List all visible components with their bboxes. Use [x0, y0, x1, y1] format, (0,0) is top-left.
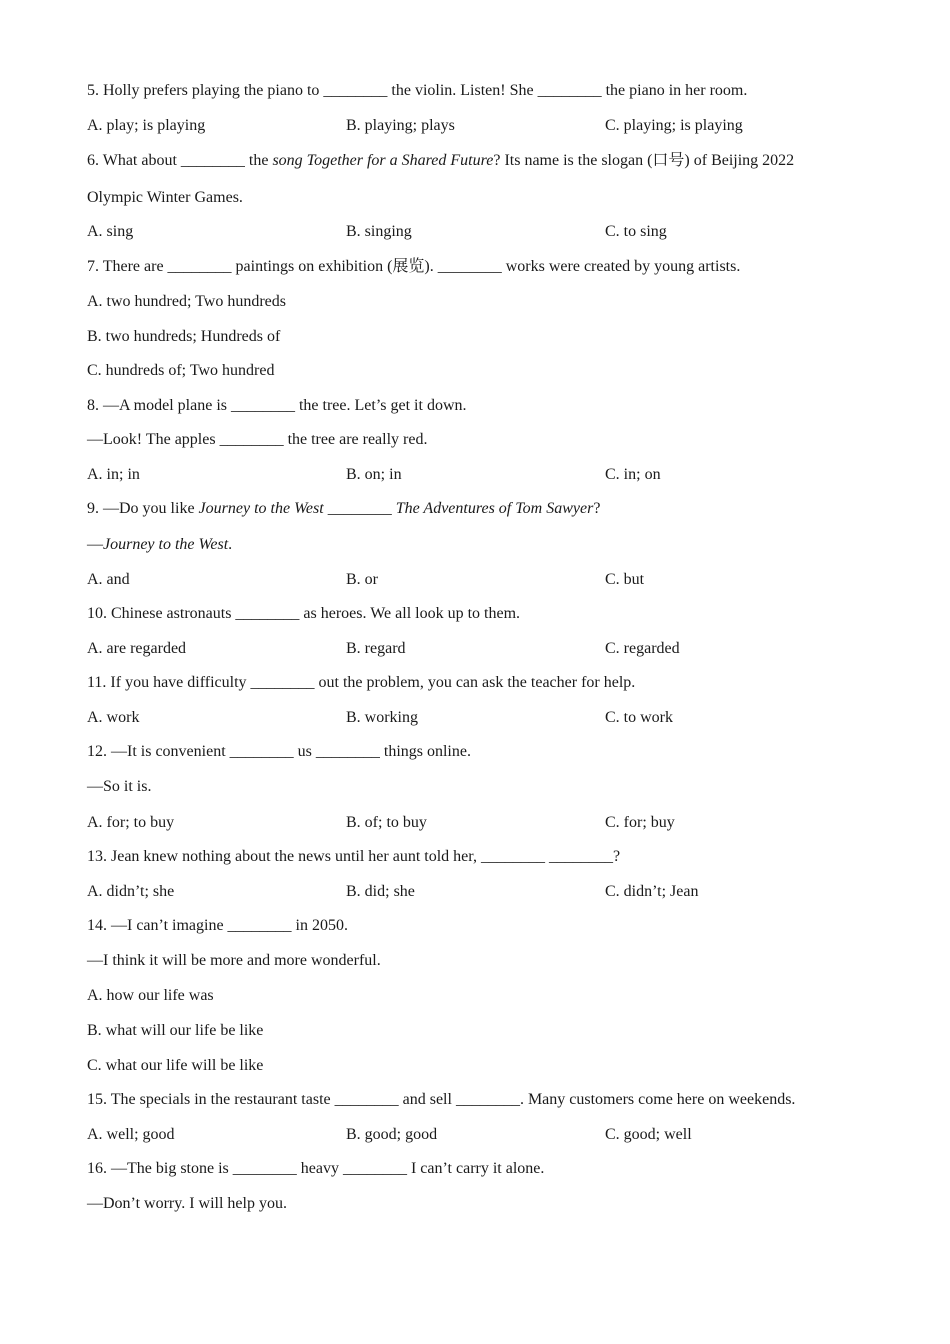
question-10-option-b: B. regard	[346, 640, 406, 657]
question-12-option-c: C. for; buy	[605, 814, 675, 831]
question-16-stem: 16. —The big stone is ________ heavy ________ I can’t carry it alone.	[87, 1160, 545, 1177]
question-7-option-c: C. hundreds of; Two hundred	[87, 362, 275, 379]
question-8-reply: —Look! The apples ________ the tree are really red.	[87, 431, 428, 448]
question-9-stem-part: 9. —Do you like	[87, 500, 199, 517]
question-13-stem: 13. Jean knew nothing about the news until her aunt told her, ________ ________?	[87, 848, 621, 865]
question-14-stem: 14. —I can’t imagine ________ in 2050.	[87, 917, 348, 934]
question-10-stem: 10. Chinese astronauts ________ as heroes. We all look up to them.	[87, 605, 521, 622]
question-14-option-b: B. what will our life be like	[87, 1022, 264, 1039]
question-9-stem-part: ________	[323, 500, 396, 517]
question-5-option-a: A. play; is playing	[87, 117, 206, 134]
question-7-option-a: A. two hundred; Two hundreds	[87, 293, 287, 310]
song-title: song Together for a Shared Future	[272, 152, 494, 169]
question-11-option-b: B. working	[346, 709, 418, 726]
question-15-option-a: A. well; good	[87, 1126, 175, 1143]
question-8-option-c: C. in; on	[605, 466, 661, 483]
question-10-option-a: A. are regarded	[87, 640, 187, 657]
question-11-stem: 11. If you have difficulty ________ out the problem, you can ask the teacher for help.	[87, 674, 636, 691]
question-5-option-b: B. playing; plays	[346, 117, 455, 134]
question-5-option-c: C. playing; is playing	[605, 117, 743, 134]
question-6-option-a: A. sing	[87, 223, 134, 240]
question-12-stem: 12. —It is convenient ________ us ________ things online.	[87, 743, 471, 760]
question-9-stem-part: ?	[593, 500, 601, 517]
question-14-option-a: A. how our life was	[87, 987, 214, 1004]
question-7-stem: 7. There are ________ paintings on exhibition (展览). ________ works were created by young artists.	[87, 258, 741, 275]
question-6-option-c: C. to sing	[605, 223, 667, 240]
question-9-option-a: A. and	[87, 571, 130, 588]
question-16-reply: —Don’t worry. I will help you.	[87, 1195, 287, 1212]
question-7-option-b: B. two hundreds; Hundreds of	[87, 328, 281, 345]
question-6-stem	[87, 151, 794, 171]
question-13-option-c: C. didn’t; Jean	[605, 883, 699, 900]
question-8-option-a: A. in; in	[87, 466, 140, 483]
question-8-stem: 8. —A model plane is ________ the tree. Let’s get it down.	[87, 397, 467, 414]
question-13-option-a: A. didn’t; she	[87, 883, 175, 900]
question-11-option-a: A. work	[87, 709, 140, 726]
question-10-option-c: C. regarded	[605, 640, 680, 657]
question-6-option-b: B. singing	[346, 223, 412, 240]
question-14-option-c: C. what our life will be like	[87, 1057, 264, 1074]
dash: —	[87, 536, 103, 553]
question-13-option-b: B. did; she	[346, 883, 415, 900]
question-15-option-b: B. good; good	[346, 1126, 438, 1143]
question-9-stem	[87, 499, 600, 519]
question-15-stem: 15. The specials in the restaurant taste ________ and sell ________. Many customers come here on weekends.	[87, 1091, 796, 1108]
question-14-reply: —I think it will be more and more wonderful.	[87, 952, 381, 969]
book-title: Journey to the West	[198, 500, 324, 517]
book-title: The Adventures of Tom Sawyer	[395, 500, 594, 517]
question-12-option-b: B. of; to buy	[346, 814, 427, 831]
period: .	[228, 536, 233, 553]
question-12-option-a: A. for; to buy	[87, 814, 175, 831]
question-9-option-b: B. or	[346, 571, 378, 588]
question-9-reply	[87, 535, 232, 555]
question-12-reply: —So it is.	[87, 778, 152, 795]
question-15-option-c: C. good; well	[605, 1126, 692, 1143]
question-11-option-c: C. to work	[605, 709, 673, 726]
question-6-stem-part: ? Its name is the slogan (口号) of Beijing 2022	[493, 152, 795, 169]
book-title: Journey to the West	[103, 536, 229, 553]
question-6-stem-part: 6. What about ________ the	[87, 152, 273, 169]
question-5-stem: 5. Holly prefers playing the piano to ________ the violin. Listen! She ________ the piano in her room.	[87, 82, 748, 99]
question-8-option-b: B. on; in	[346, 466, 402, 483]
question-6-stem-cont: Olympic Winter Games.	[87, 189, 243, 206]
question-9-option-c: C. but	[605, 571, 645, 588]
